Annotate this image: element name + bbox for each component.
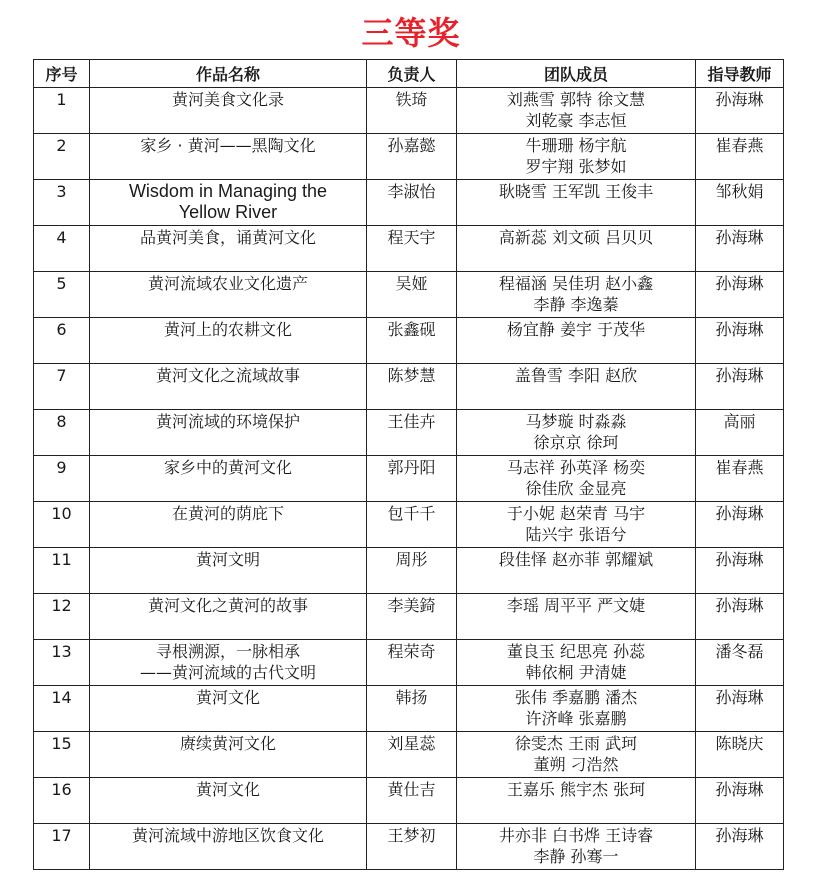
- work-name-line: 黄河流域农业文化遗产: [147, 274, 308, 293]
- award-title: 三等奖: [361, 14, 461, 52]
- team-members: [457, 318, 696, 364]
- leader-name: 黄仕吉: [367, 778, 457, 824]
- team-members-line: 段佳怿 赵亦菲 郭耀斌: [498, 550, 654, 569]
- work-name: [90, 180, 367, 226]
- leader-name: 李淑怡: [367, 180, 457, 226]
- work-name-line: Wisdom in Managing the: [128, 181, 328, 201]
- team-members-line: 董朔 刁浩然: [533, 755, 619, 774]
- row-index: 4: [34, 226, 90, 272]
- work-name-line: 家乡中的黄河文化: [163, 458, 292, 477]
- team-members-line: 张伟 季嘉鹏 潘杰: [514, 688, 638, 707]
- team-members-line: 井亦非 白书烨 王诗睿: [498, 826, 654, 845]
- team-members: [457, 502, 696, 548]
- work-name: [90, 318, 367, 364]
- table-row: [34, 134, 784, 180]
- row-index: 5: [34, 272, 90, 318]
- work-name-line: 黄河文化: [195, 780, 260, 799]
- work-name-line: 黄河文化之黄河的故事: [147, 596, 308, 615]
- work-name: [90, 732, 367, 778]
- leader-name: 刘星蕊: [367, 732, 457, 778]
- row-index: 15: [34, 732, 90, 778]
- team-members: [457, 180, 696, 226]
- leader-name: 孙嘉懿: [367, 134, 457, 180]
- work-name: [90, 640, 367, 686]
- advisor-name: 崔春燕: [696, 456, 784, 502]
- table-row: [34, 732, 784, 778]
- team-members-line: 韩依桐 尹清婕: [525, 663, 627, 682]
- team-members: [457, 364, 696, 410]
- row-index: 12: [34, 594, 90, 640]
- team-members-line: 杨宜静 姜宇 于茂华: [506, 320, 646, 339]
- work-name: [90, 456, 367, 502]
- work-name-line: 家乡 · 黄河——黑陶文化: [140, 136, 316, 155]
- team-members-line: 李静 孙骞一: [533, 847, 619, 866]
- work-name-line: 黄河流域的环境保护: [155, 412, 300, 431]
- team-members-line: 程福涵 吴佳玥 赵小鑫: [498, 274, 654, 293]
- team-members: [457, 640, 696, 686]
- team-members-line: 徐雯杰 王雨 武珂: [514, 734, 638, 753]
- team-members: [457, 686, 696, 732]
- header-work: 作品名称: [90, 60, 367, 88]
- table-row: [34, 456, 784, 502]
- table-row: [34, 318, 784, 364]
- work-name: [90, 594, 367, 640]
- advisor-name: 高丽: [696, 410, 784, 456]
- advisor-name: 潘冬磊: [696, 640, 784, 686]
- team-members-line: 陆兴宇 张语兮: [525, 525, 627, 544]
- table-row: [34, 410, 784, 456]
- team-members-line: 刘燕雪 郭特 徐文慧: [506, 90, 646, 109]
- leader-name: 程荣奇: [367, 640, 457, 686]
- table-row: [34, 824, 784, 870]
- work-name-line: 黄河美食文化录: [171, 90, 284, 109]
- advisor-name: 孙海琳: [696, 272, 784, 318]
- advisor-name: 孙海琳: [696, 548, 784, 594]
- team-members-line: 马梦璇 时淼淼: [525, 412, 627, 431]
- advisor-name: 孙海琳: [696, 502, 784, 548]
- advisor-name: 陈晓庆: [696, 732, 784, 778]
- team-members: [457, 272, 696, 318]
- row-index: 2: [34, 134, 90, 180]
- leader-name: 张鑫砚: [367, 318, 457, 364]
- table-row: [34, 180, 784, 226]
- work-name: [90, 548, 367, 594]
- row-index: 3: [34, 180, 90, 226]
- leader-name: 王佳卉: [367, 410, 457, 456]
- leader-name: 吴娅: [367, 272, 457, 318]
- row-index: 9: [34, 456, 90, 502]
- leader-name: 包千千: [367, 502, 457, 548]
- work-name-line: ——黄河流域的古代文明: [139, 663, 316, 682]
- advisor-name: 孙海琳: [696, 824, 784, 870]
- row-index: 16: [34, 778, 90, 824]
- work-name-line: 黄河文化: [195, 688, 260, 707]
- work-name-line: 品黄河美食，诵黄河文化: [139, 228, 316, 247]
- row-index: 6: [34, 318, 90, 364]
- row-index: 14: [34, 686, 90, 732]
- table-row: [34, 686, 784, 732]
- team-members-line: 马志祥 孙英泽 杨奕: [506, 458, 646, 477]
- table-row: [34, 502, 784, 548]
- row-index: 7: [34, 364, 90, 410]
- advisor-name: 孙海琳: [696, 226, 784, 272]
- table-row: [34, 778, 784, 824]
- table-row: [34, 548, 784, 594]
- team-members: [457, 732, 696, 778]
- team-members-line: 李静 李逸蓁: [533, 295, 619, 314]
- work-name-line: 黄河上的农耕文化: [163, 320, 292, 339]
- leader-name: 铁琦: [367, 88, 457, 134]
- table-row: [34, 640, 784, 686]
- leader-name: 韩扬: [367, 686, 457, 732]
- team-members-line: 高新蕊 刘文硕 吕贝贝: [498, 228, 654, 247]
- work-name-line: 黄河流域中游地区饮食文化: [131, 826, 324, 845]
- work-name: [90, 88, 367, 134]
- row-index: 17: [34, 824, 90, 870]
- work-name: [90, 824, 367, 870]
- team-members-line: 许济峰 张嘉鹏: [525, 709, 627, 728]
- team-members-line: 罗宇翔 张梦如: [525, 157, 627, 176]
- row-index: 10: [34, 502, 90, 548]
- team-members-line: 徐京京 徐珂: [533, 433, 619, 452]
- team-members: [457, 226, 696, 272]
- work-name-line: 寻根溯源，一脉相承: [155, 642, 300, 661]
- team-members: [457, 410, 696, 456]
- leader-name: 王梦初: [367, 824, 457, 870]
- table-row: [34, 364, 784, 410]
- work-name-line: Yellow River: [178, 202, 278, 222]
- row-index: 8: [34, 410, 90, 456]
- work-name-line: 黄河文化之流域故事: [155, 366, 300, 385]
- advisor-name: 孙海琳: [696, 88, 784, 134]
- work-name-line: 黄河文明: [195, 550, 260, 569]
- table-row: [34, 594, 784, 640]
- team-members: [457, 456, 696, 502]
- row-index: 11: [34, 548, 90, 594]
- leader-name: 郭丹阳: [367, 456, 457, 502]
- work-name: [90, 272, 367, 318]
- table-body: [34, 88, 784, 870]
- work-name: [90, 134, 367, 180]
- table-header-row: [34, 60, 784, 88]
- award-table: [33, 59, 784, 870]
- team-members: [457, 548, 696, 594]
- table-row: [34, 88, 784, 134]
- leader-name: 陈梦慧: [367, 364, 457, 410]
- team-members-line: 盖鲁雪 李阳 赵欣: [514, 366, 638, 385]
- work-name-line: 赓续黄河文化: [179, 734, 276, 753]
- leader-name: 程天宇: [367, 226, 457, 272]
- header-leader: 负责人: [367, 60, 457, 88]
- advisor-name: 崔春燕: [696, 134, 784, 180]
- leader-name: 周彤: [367, 548, 457, 594]
- work-name: [90, 778, 367, 824]
- team-members-line: 李瑶 周平平 严文婕: [506, 596, 646, 615]
- advisor-name: 孙海琳: [696, 364, 784, 410]
- advisor-name: 孙海琳: [696, 686, 784, 732]
- team-members: [457, 778, 696, 824]
- header-advisor: 指导教师: [696, 60, 784, 88]
- row-index: 1: [34, 88, 90, 134]
- team-members-line: 徐佳欣 金显亮: [525, 479, 627, 498]
- team-members-line: 牛珊珊 杨宇航: [525, 136, 627, 155]
- advisor-name: 孙海琳: [696, 594, 784, 640]
- header-members: 团队成员: [457, 60, 696, 88]
- advisor-name: 孙海琳: [696, 318, 784, 364]
- team-members: [457, 134, 696, 180]
- team-members-line: 刘乾豪 李志恒: [525, 111, 627, 130]
- team-members-line: 王嘉乐 熊宇杰 张珂: [506, 780, 646, 799]
- team-members: [457, 824, 696, 870]
- work-name: [90, 502, 367, 548]
- table-row: [34, 272, 784, 318]
- work-name: [90, 364, 367, 410]
- work-name: [90, 686, 367, 732]
- table-row: [34, 226, 784, 272]
- leader-name: 李美錡: [367, 594, 457, 640]
- row-index: 13: [34, 640, 90, 686]
- header-index: 序号: [34, 60, 90, 88]
- advisor-name: 孙海琳: [696, 778, 784, 824]
- team-members-line: 董良玉 纪思亮 孙蕊: [506, 642, 646, 661]
- work-name: [90, 226, 367, 272]
- team-members: [457, 594, 696, 640]
- team-members-line: 于小妮 赵荣青 马宇: [506, 504, 646, 523]
- team-members: [457, 88, 696, 134]
- team-members-line: 耿晓雪 王军凯 王俊丰: [498, 182, 654, 201]
- work-name-line: 在黄河的荫庇下: [171, 504, 284, 523]
- work-name: [90, 410, 367, 456]
- advisor-name: 邹秋娟: [696, 180, 784, 226]
